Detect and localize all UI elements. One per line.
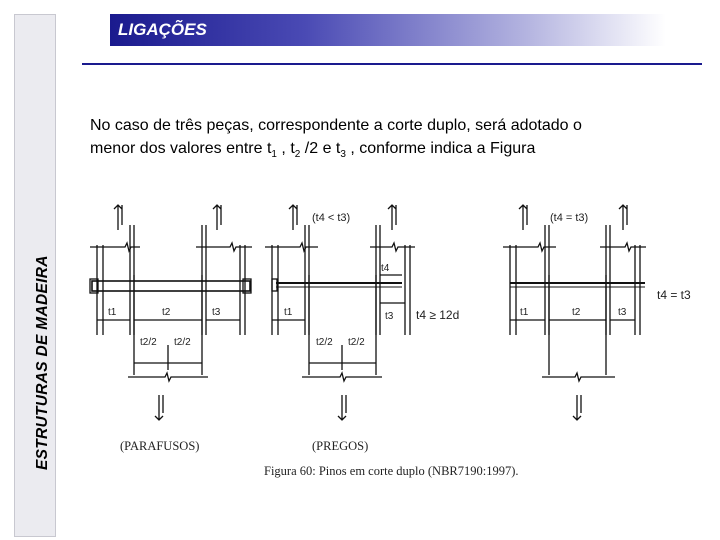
body-text-part: /2 e t <box>300 140 341 157</box>
middle-condition: (t4 < t3) <box>312 212 351 224</box>
label-t4-mid: t4 <box>381 263 390 274</box>
subscript: 1 <box>271 149 277 161</box>
body-line-1: No caso de três peças, correspondente a corte duplo, será adotado o <box>90 117 582 134</box>
connection-figure <box>80 195 710 485</box>
figure-caption: Figura 60: Pinos em corte duplo (NBR7190:1997). <box>264 464 519 478</box>
body-line-2 <box>90 137 700 166</box>
body-paragraph <box>90 114 700 166</box>
title-bar <box>110 14 666 46</box>
middle-note: t4 ≥ 12d <box>416 308 460 322</box>
label-pregos: (PREGOS) <box>312 439 369 453</box>
right-note: t4 = t3 <box>657 288 691 302</box>
right-condition: (t4 = t3) <box>550 212 589 224</box>
subscript: 3 <box>340 149 346 161</box>
body-text-part: menor dos valores entre t <box>90 140 272 157</box>
label-t1: t1 <box>108 307 117 318</box>
label-half-d: t2/2 <box>348 337 365 348</box>
body-text-part: , conforme indica a Figura <box>345 140 536 157</box>
label-t3-right: t3 <box>618 307 627 318</box>
page-title: LIGAÇÕES <box>118 20 207 39</box>
label-half-c: t2/2 <box>316 337 333 348</box>
label-t1-right: t1 <box>520 307 529 318</box>
label-half-a: t2/2 <box>140 337 157 348</box>
body-text-part: , t <box>276 140 295 157</box>
side-title: ESTRUTURAS DE MADEIRA <box>34 255 51 470</box>
label-parafusos: (PARAFUSOS) <box>120 439 200 453</box>
label-t1-mid: t1 <box>284 307 293 318</box>
subscript: 2 <box>294 149 301 161</box>
label-t3: t3 <box>212 307 221 318</box>
label-t2: t2 <box>162 307 171 318</box>
title-underline <box>82 63 702 65</box>
label-t2-right: t2 <box>572 307 581 318</box>
label-half-b: t2/2 <box>174 337 191 348</box>
label-t3-mid: t3 <box>385 311 394 322</box>
